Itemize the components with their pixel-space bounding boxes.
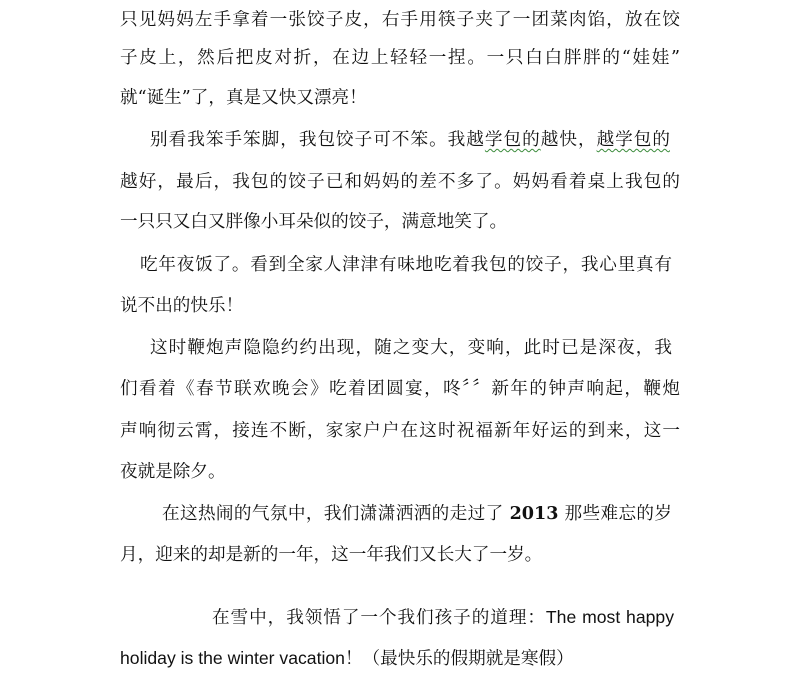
text-run: 那些难忘的岁	[558, 504, 672, 524]
spellcheck-underlined-text: 越学包的	[596, 130, 670, 150]
paragraph-line: 吃年夜饭了。看到全家人津津有味地吃着我包的饺子，我心里真有	[140, 255, 672, 275]
paragraph-line: 一只只又白又胖像小耳朵似的饺子，满意地笑了。	[120, 212, 508, 232]
paragraph-line	[120, 643, 680, 673]
text-run: 在雪中，我领悟了一个我们孩子的道理：	[212, 608, 546, 628]
text-run: （最快乐的假期就是寒假）	[362, 649, 574, 669]
paragraph-line: 只见妈妈左手拿着一张饺子皮，右手用筷子夹了一团菜肉馅，放在饺	[120, 10, 680, 30]
paragraph-line: 就“诞生”了，真是又快又漂亮！	[120, 88, 367, 108]
paragraph-line: 月，迎来的却是新的一年，这一年我们又长大了一岁。	[120, 545, 543, 565]
spellcheck-underlined-text: 学包的	[484, 130, 541, 150]
paragraph-line: 说不出的快乐！	[120, 296, 244, 316]
paragraph-line: 们看着《春节联欢晚会》吃着团圆宴，咚〞〞新年的钟声响起，鞭炮	[120, 379, 680, 399]
paragraph-line: 越好，最后，我包的饺子已和妈妈的差不多了。妈妈看着桌上我包的	[120, 172, 680, 192]
paragraph-line	[212, 602, 674, 632]
paragraph-line	[150, 125, 670, 155]
english-text: holiday is the winter vacation！	[120, 648, 363, 668]
text-run: 越快，	[540, 130, 597, 150]
english-text: The most happy	[545, 607, 674, 627]
paragraph-line: 这时鞭炮声隐隐约约出现，随之变大，变响，此时已是深夜，我	[150, 338, 672, 358]
paragraph-line: 声响彻云霄，接连不断，家家户户在这时祝福新年好运的到来，这一	[120, 421, 680, 441]
year-text: 2013	[509, 503, 559, 524]
paragraph-line: 子皮上，然后把皮对折，在边上轻轻一捏。一只白白胖胖的“娃娃”	[120, 48, 680, 68]
paragraph-line	[162, 499, 672, 529]
paragraph-line: 夜就是除夕。	[120, 462, 226, 482]
text-run: 在这热闹的气氛中，我们潇潇洒洒的走过了	[162, 504, 510, 524]
text-run: 别看我笨手笨脚，我包饺子可不笨。我越	[150, 130, 485, 150]
